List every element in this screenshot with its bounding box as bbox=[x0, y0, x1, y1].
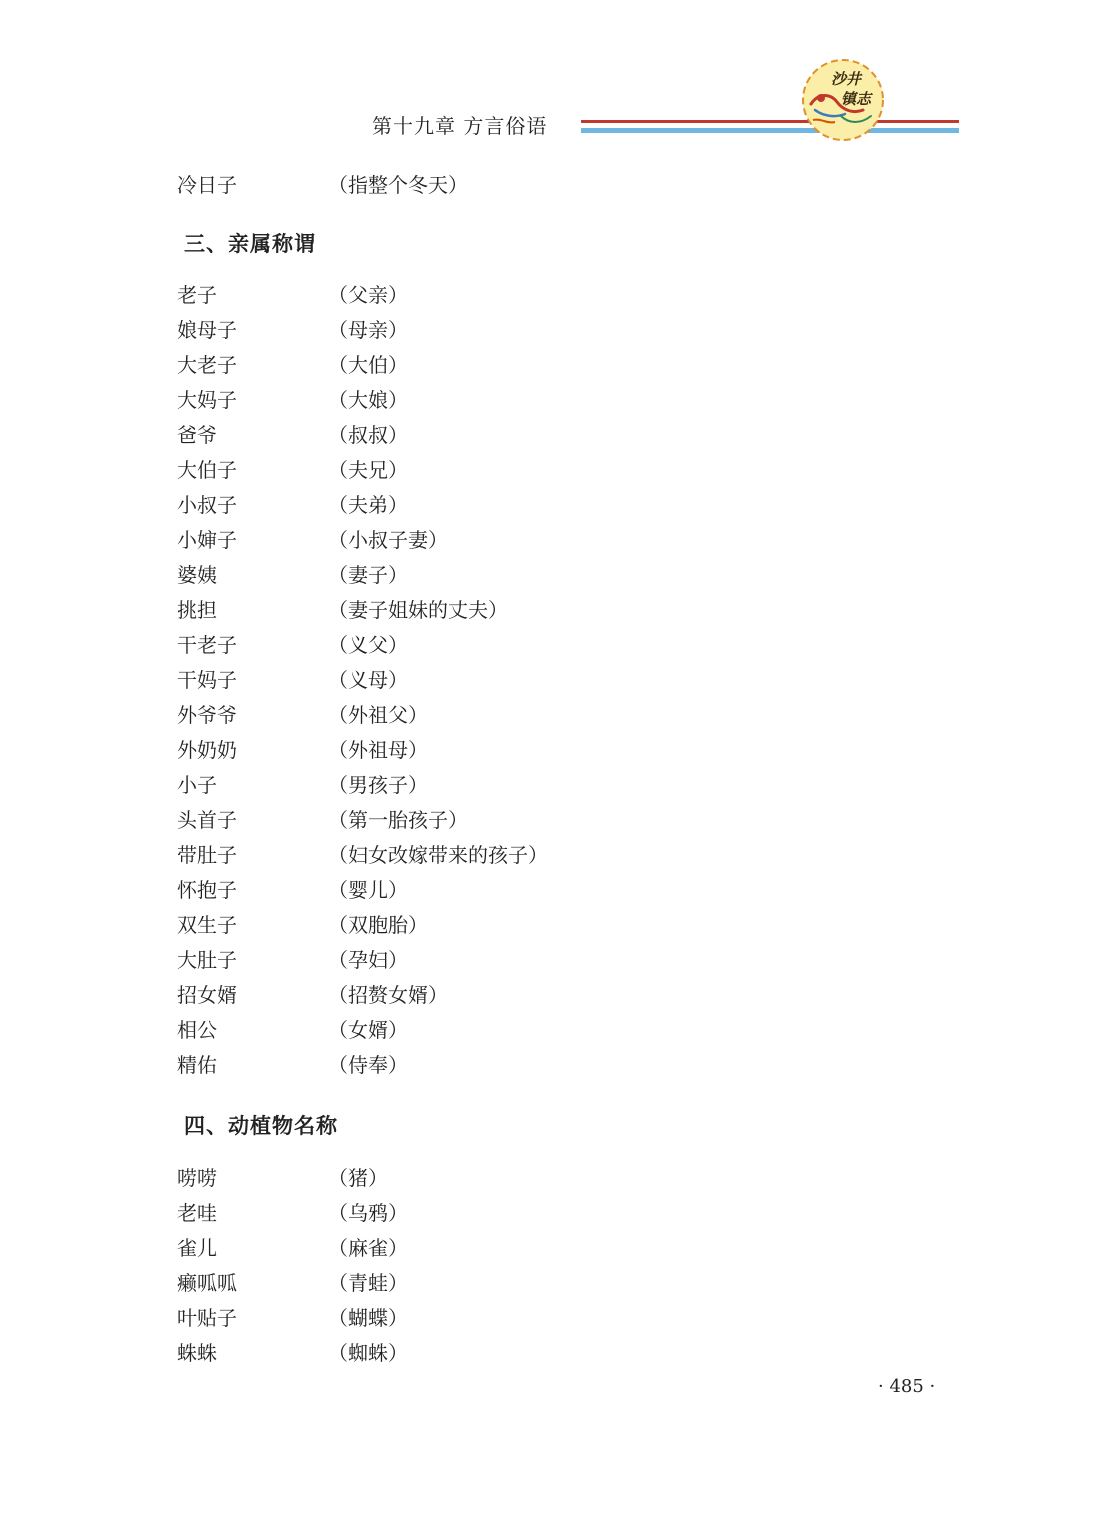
term: 大老子 bbox=[177, 353, 237, 377]
gloss: （小叔子妻） bbox=[328, 528, 448, 552]
section-heading-flora-fauna: 四、动植物名称 bbox=[184, 1114, 338, 1138]
term: 癞呱呱 bbox=[177, 1271, 237, 1295]
term: 招女婿 bbox=[177, 983, 237, 1007]
gloss: （双胞胎） bbox=[328, 913, 428, 937]
header-rule-red bbox=[581, 120, 959, 123]
gloss: （大伯） bbox=[328, 353, 408, 377]
term: 冷日子 bbox=[177, 173, 237, 197]
term: 蛛蛛 bbox=[177, 1341, 217, 1365]
seal-text-line-2: 镇志 bbox=[841, 90, 872, 108]
term: 大肚子 bbox=[177, 948, 237, 972]
term: 怀抱子 bbox=[177, 878, 237, 902]
term: 唠唠 bbox=[177, 1166, 217, 1190]
term: 爸爷 bbox=[177, 423, 217, 447]
gloss: （侍奉） bbox=[328, 1053, 408, 1077]
gloss: （婴儿） bbox=[328, 878, 408, 902]
gloss: （孕妇） bbox=[328, 948, 408, 972]
header-rule-blue bbox=[581, 128, 959, 133]
gloss: （夫兄） bbox=[328, 458, 408, 482]
town-gazetteer-seal-logo bbox=[801, 58, 885, 142]
gloss: （外祖母） bbox=[328, 738, 428, 762]
gloss: （猪） bbox=[328, 1166, 388, 1190]
gloss: （女婿） bbox=[328, 1018, 408, 1042]
gloss: （叔叔） bbox=[328, 423, 408, 447]
gloss: （蜘蛛） bbox=[328, 1341, 408, 1365]
gloss: （男孩子） bbox=[328, 773, 428, 797]
chapter-title: 第十九章 方言俗语 bbox=[372, 114, 548, 138]
term: 婆姨 bbox=[177, 563, 217, 587]
gloss: （第一胎孩子） bbox=[328, 808, 468, 832]
gloss: （义父） bbox=[328, 633, 408, 657]
gloss: （青蛙） bbox=[328, 1271, 408, 1295]
gloss: （父亲） bbox=[328, 283, 408, 307]
term: 外爷爷 bbox=[177, 703, 237, 727]
gloss: （义母） bbox=[328, 668, 408, 692]
gloss: （夫弟） bbox=[328, 493, 408, 517]
page-number: · 485 · bbox=[878, 1376, 936, 1397]
gloss: （大娘） bbox=[328, 388, 408, 412]
term: 大妈子 bbox=[177, 388, 237, 412]
gloss: （麻雀） bbox=[328, 1236, 408, 1260]
seal-text-line-1: 沙井 bbox=[831, 70, 862, 88]
term: 精佑 bbox=[177, 1053, 217, 1077]
gloss: （妇女改嫁带来的孩子） bbox=[328, 843, 548, 867]
term: 大伯子 bbox=[177, 458, 237, 482]
gloss: （蝴蝶） bbox=[328, 1306, 408, 1330]
gloss: （乌鸦） bbox=[328, 1201, 408, 1225]
term: 娘母子 bbox=[177, 318, 237, 342]
term: 小子 bbox=[177, 773, 217, 797]
gloss: （指整个冬天） bbox=[328, 173, 468, 197]
term: 老子 bbox=[177, 283, 217, 307]
gloss: （母亲） bbox=[328, 318, 408, 342]
gloss: （招赘女婿） bbox=[328, 983, 448, 1007]
term: 相公 bbox=[177, 1018, 217, 1042]
term: 带肚子 bbox=[177, 843, 237, 867]
term: 挑担 bbox=[177, 598, 217, 622]
term: 老哇 bbox=[177, 1201, 217, 1225]
term: 双生子 bbox=[177, 913, 237, 937]
gloss: （妻子姐妹的丈夫） bbox=[328, 598, 508, 622]
term: 小叔子 bbox=[177, 493, 237, 517]
section-heading-kinship: 三、亲属称谓 bbox=[184, 232, 316, 256]
gloss: （外祖父） bbox=[328, 703, 428, 727]
term: 小婶子 bbox=[177, 528, 237, 552]
term: 雀儿 bbox=[177, 1236, 217, 1260]
term: 干妈子 bbox=[177, 668, 237, 692]
term: 外奶奶 bbox=[177, 738, 237, 762]
gloss: （妻子） bbox=[328, 563, 408, 587]
term: 干老子 bbox=[177, 633, 237, 657]
term: 叶贴子 bbox=[177, 1306, 237, 1330]
term: 头首子 bbox=[177, 808, 237, 832]
